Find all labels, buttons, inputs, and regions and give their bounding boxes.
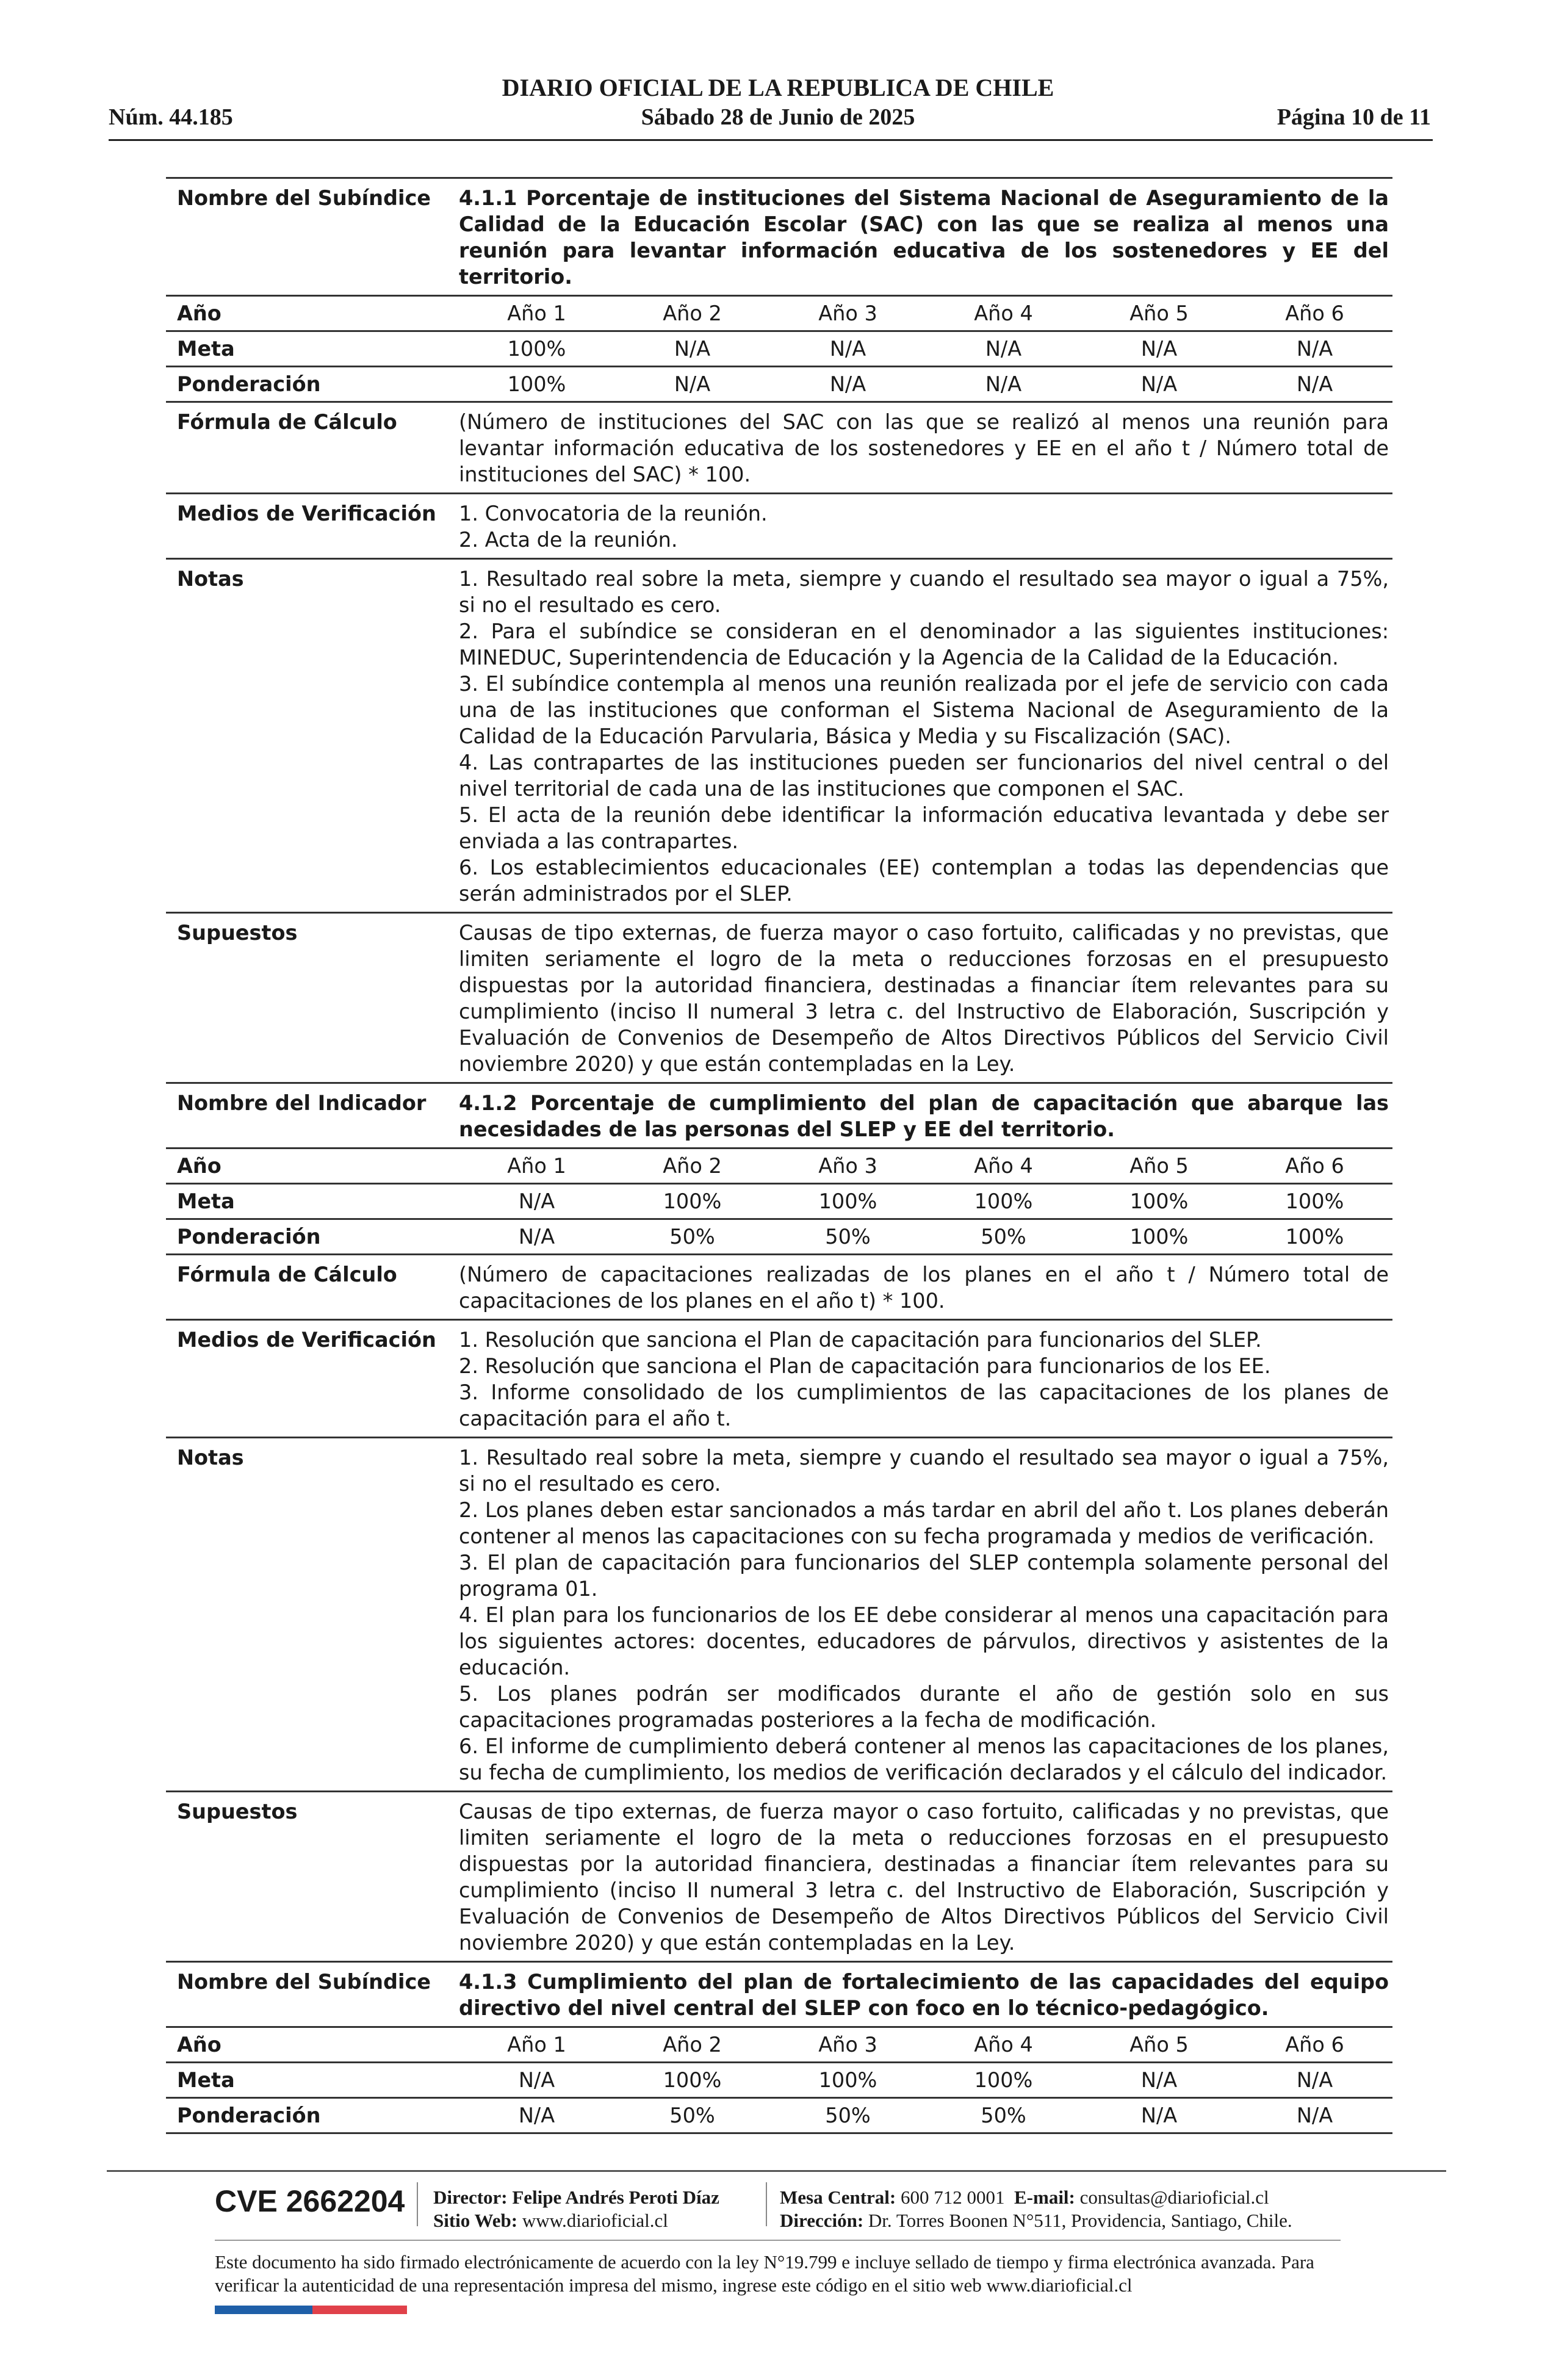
meta-cell: N/A [1296, 337, 1333, 361]
subindex-name-row [166, 177, 1392, 297]
meta-cell: N/A [674, 337, 711, 361]
year-cell: Año 4 [974, 301, 1033, 325]
medio-item: 1. Resolución que sanciona el Plan de capacitación para funcionarios del SLEP. [459, 1328, 1262, 1352]
mesa-phone: 600 712 0001 [901, 2187, 1005, 2208]
flag-bar-blue [215, 2306, 312, 2314]
issue-date: Sábado 28 de Junio de 2025 [641, 104, 915, 130]
meta-cell: N/A [1296, 2068, 1333, 2092]
meta-cell: 100% [663, 2068, 722, 2092]
nota-item: 2. Para el subíndice se consideran en el denominador a las siguientes instituciones: MINEDUC, Superintendencia de Educación y la Agencia de la Calidad de la Educación. [459, 619, 1389, 669]
meta-row [166, 332, 1392, 367]
ponderacion-cell: N/A [518, 2104, 555, 2127]
nota-item: 2. Los planes deben estar sancionados a más tardar en abril del año t. Los planes deberán contener al menos las capacitaciones con su fecha programada y medios de verificación. [459, 1498, 1389, 1548]
ponderacion-cell: N/A [1140, 2104, 1178, 2127]
ponderacion-row [166, 367, 1392, 403]
year-cell: Año 6 [1285, 2033, 1344, 2057]
medio-item: 3. Informe consolidado de los cumplimientos de las capacitaciones de los planes de capacitación para el año t. [459, 1380, 1389, 1430]
medios-row [166, 494, 1392, 560]
nota-item: 3. El plan de capacitación para funcionarios del SLEP contempla solamente personal del programa 01. [459, 1551, 1389, 1601]
nota-item: 4. Las contrapartes de las instituciones pueden ser funcionarios del nivel central o del nivel territorial de cada una de las instituciones que componen el SAC. [459, 751, 1389, 801]
nota-item: 6. Los establecimientos educacionales (EE) contemplan a todas las dependencias que serán administrados por el SLEP. [459, 856, 1389, 906]
ponderacion-cell: 100% [1129, 1225, 1189, 1249]
row-label: Notas [177, 567, 244, 591]
meta-cell: 100% [818, 2068, 877, 2092]
medios-row [166, 1321, 1392, 1438]
director-label: Director: [433, 2187, 508, 2208]
meta-cell: 100% [974, 1189, 1033, 1213]
year-cell: Año 2 [663, 301, 722, 325]
header-divider [109, 139, 1433, 141]
notas-row [166, 560, 1392, 914]
year-cell: Año 5 [1129, 301, 1189, 325]
year-cell: Año 4 [974, 2033, 1033, 2057]
email-link[interactable]: consultas@diarioficial.cl [1079, 2187, 1269, 2208]
year-cell: Año 6 [1285, 1154, 1344, 1178]
meta-cell: N/A [518, 2068, 555, 2092]
meta-cell: N/A [1140, 2068, 1178, 2092]
ponderacion-cell: 50% [669, 1225, 715, 1249]
ponderacion-cell: 100% [1285, 1225, 1344, 1249]
year-cell: Año 2 [663, 2033, 722, 2057]
website-link[interactable]: www.diarioficial.cl [522, 2210, 668, 2231]
row-label: Ponderación [177, 2104, 321, 2127]
medio-item: 1. Convocatoria de la reunión. [459, 502, 768, 525]
ponderacion-cell: N/A [1296, 372, 1333, 396]
nota-item: 5. El acta de la reunión debe identificar la información educativa levantada y debe ser enviada a las contrapartes. [459, 803, 1389, 853]
footer-divider-lower [215, 2240, 1341, 2241]
ponderacion-cell: 50% [981, 1225, 1026, 1249]
meta-cell: 100% [818, 1189, 877, 1213]
year-cell: Año 3 [818, 301, 877, 325]
footer-separator [766, 2182, 767, 2226]
formula-row [166, 1255, 1392, 1321]
section-4-1-1 [166, 177, 1392, 1084]
meta-row [166, 2063, 1392, 2099]
ponderacion-cell: N/A [829, 372, 866, 396]
year-cell: Año 1 [507, 301, 566, 325]
supuestos-text: Causas de tipo externas, de fuerza mayor o caso fortuito, calificadas y no previstas, que limiten seriamente el logro de la meta o reducciones forzosas en el presupuesto dispuestas por la autoridad financiera, destinadas a financiar ítem relevantes para su cumplimiento (inciso II numeral 3 letra c. del Instructivo de Elaboración, Suscripción y Evaluación de Convenios de Desempeño de Altos Directivos Públicos del Servicio Civil noviembre 2020) y que están contempladas en la Ley. [459, 921, 1389, 1076]
legal-notice: Este documento ha sido firmado electrónicamente de acuerdo con la ley N°19.799 e incluye sellado de tiempo y firma electrónica avanzada. Para verificar la autenticidad de una representación impresa del mismo, ingrese este código en el sitio web www.diarioficial.cl [215, 2251, 1314, 2296]
meta-cell: N/A [829, 337, 866, 361]
medio-item: 2. Acta de la reunión. [459, 528, 678, 552]
row-label: Medios de Verificación [177, 1328, 436, 1352]
ponderacion-cell: N/A [1140, 372, 1178, 396]
formula-text: (Número de instituciones del SAC con las que se realizó al menos una reunión para levantar información educativa de los sostenedores y EE en el año t / Número total de instituciones del SAC) * 100. [459, 410, 1389, 486]
meta-cell: 100% [663, 1189, 722, 1213]
ponderacion-cell: N/A [1296, 2104, 1333, 2127]
address-text: Dr. Torres Boonen N°511, Providencia, Santiago, Chile. [868, 2210, 1292, 2231]
meta-cell: 100% [507, 337, 566, 361]
meta-cell: N/A [518, 1189, 555, 1213]
page-number: Página 10 de 11 [1277, 104, 1431, 130]
ponderacion-cell: N/A [518, 1225, 555, 1249]
nota-item: 6. El informe de cumplimiento deberá contener al menos las capacitaciones de los planes, su fecha de cumplimiento, los medios de verificación declarados y el cálculo del indicador. [459, 1734, 1389, 1784]
website-label: Sitio Web: [433, 2210, 518, 2231]
mesa-label: Mesa Central: [780, 2187, 896, 2208]
subindex-name-row [166, 1963, 1392, 2028]
cve-code: CVE 2662204 [215, 2184, 405, 2218]
email-label: E-mail: [1014, 2187, 1075, 2208]
row-label: Ponderación [177, 1225, 321, 1249]
ponderacion-row [166, 1220, 1392, 1255]
row-label: Meta [177, 2068, 235, 2092]
year-row [166, 2028, 1392, 2063]
row-label: Supuestos [177, 921, 298, 945]
row-label: Ponderación [177, 372, 321, 396]
nota-item: 1. Resultado real sobre la meta, siempre y cuando el resultado sea mayor o igual a 75%, si no el resultado es cero. [459, 567, 1389, 617]
year-cell: Año 2 [663, 1154, 722, 1178]
supuestos-row [166, 1792, 1392, 1963]
nota-item: 3. El subíndice contempla al menos una reunión realizada por el jefe de servicio con cada una de las instituciones que conforman el Sistema Nacional de Aseguramiento de la Calidad de la Educación Parvularia, Básica y Media y su Fiscalización (SAC). [459, 672, 1389, 748]
indicator-tables [166, 177, 1392, 2134]
row-label: Meta [177, 1189, 235, 1213]
section-4-1-3 [166, 1963, 1392, 2134]
ponderacion-cell: 50% [981, 2104, 1026, 2127]
address-label: Dirección: [780, 2210, 864, 2231]
formula-text: (Número de capacitaciones realizadas de los planes en el año t / Número total de capacitaciones de los planes en el año t) * 100. [459, 1263, 1389, 1313]
year-cell: Año 1 [507, 2033, 566, 2057]
ponderacion-cell: N/A [985, 372, 1022, 396]
ponderacion-cell: 50% [669, 2104, 715, 2127]
medio-item: 2. Resolución que sanciona el Plan de capacitación para funcionarios de los EE. [459, 1354, 1271, 1378]
director-name: Felipe Andrés Peroti Díaz [512, 2187, 719, 2208]
footer-contact-block [780, 2186, 1292, 2232]
subindex-name: 4.1.3 Cumplimiento del plan de fortalecimiento de las capacidades del equipo directivo del nivel central del SLEP con foco en lo técnico-pedagógico. [459, 1970, 1389, 2020]
row-label: Fórmula de Cálculo [177, 1263, 397, 1286]
year-row [166, 1149, 1392, 1185]
row-label: Notas [177, 1446, 244, 1469]
indicator-name: 4.1.2 Porcentaje de cumplimiento del plan de capacitación que abarque las necesidades de las personas del SLEP y EE del territorio. [459, 1091, 1389, 1141]
section-4-1-2 [166, 1084, 1392, 1963]
supuestos-row [166, 914, 1392, 1084]
row-label: Año [177, 1154, 222, 1178]
year-cell: Año 3 [818, 1154, 877, 1178]
year-cell: Año 5 [1129, 1154, 1189, 1178]
subindex-name: 4.1.1 Porcentaje de instituciones del Sistema Nacional de Aseguramiento de la Calidad de la Educación Escolar (SAC) con las que se realiza al menos una reunión para levantar información educativa de los sostenedores y EE del territorio. [459, 186, 1389, 289]
meta-cell: 100% [974, 2068, 1033, 2092]
row-label: Supuestos [177, 1800, 298, 1823]
indicator-name-row [166, 1084, 1392, 1149]
meta-cell: N/A [985, 337, 1022, 361]
year-cell: Año 3 [818, 2033, 877, 2057]
meta-cell: N/A [1140, 337, 1178, 361]
row-label: Nombre del Subíndice [177, 186, 431, 210]
ponderacion-cell: N/A [674, 372, 711, 396]
row-label: Nombre del Subíndice [177, 1970, 431, 1994]
notas-row [166, 1438, 1392, 1792]
year-cell: Año 4 [974, 1154, 1033, 1178]
row-label: Fórmula de Cálculo [177, 410, 397, 434]
formula-row [166, 403, 1392, 494]
ponderacion-cell: 50% [825, 1225, 871, 1249]
ponderacion-row [166, 2099, 1392, 2134]
year-row [166, 297, 1392, 332]
row-label: Año [177, 301, 222, 325]
footer-director-block [433, 2186, 719, 2232]
row-label: Meta [177, 337, 235, 361]
footer-divider [107, 2170, 1446, 2172]
meta-row [166, 1185, 1392, 1220]
row-label: Medios de Verificación [177, 502, 436, 525]
nota-item: 1. Resultado real sobre la meta, siempre y cuando el resultado sea mayor o igual a 75%, si no el resultado es cero. [459, 1446, 1389, 1496]
footer-separator [417, 2182, 418, 2226]
nota-item: 4. El plan para los funcionarios de los EE debe considerar al menos una capacitación para los siguientes actores: docentes, educadores de párvulos, directivos y asistentes de la educación. [459, 1603, 1389, 1679]
year-cell: Año 1 [507, 1154, 566, 1178]
ponderacion-cell: 100% [507, 372, 566, 396]
newspaper-title: DIARIO OFICIAL DE LA REPUBLICA DE CHILE [502, 74, 1054, 101]
year-cell: Año 5 [1129, 2033, 1189, 2057]
row-label: Año [177, 2033, 222, 2057]
flag-bar-red [312, 2306, 407, 2314]
row-label: Nombre del Indicador [177, 1091, 427, 1115]
meta-cell: 100% [1285, 1189, 1344, 1213]
ponderacion-cell: 50% [825, 2104, 871, 2127]
meta-cell: 100% [1129, 1189, 1189, 1213]
supuestos-text: Causas de tipo externas, de fuerza mayor o caso fortuito, calificadas y no previstas, que limiten seriamente el logro de la meta o reducciones forzosas en el presupuesto dispuestas por la autoridad financiera, destinadas a financiar ítem relevantes para su cumplimiento (inciso II numeral 3 letra c. del Instructivo de Elaboración, Suscripción y Evaluación de Convenios de Desempeño de Altos Directivos Públicos del Servicio Civil noviembre 2020) y que están contempladas en la Ley. [459, 1800, 1389, 1955]
year-cell: Año 6 [1285, 301, 1344, 325]
nota-item: 5. Los planes podrán ser modificados durante el año de gestión solo en sus capacitaciones programadas posteriores a la fecha de modificación. [459, 1682, 1389, 1732]
issue-number: Núm. 44.185 [109, 104, 233, 130]
